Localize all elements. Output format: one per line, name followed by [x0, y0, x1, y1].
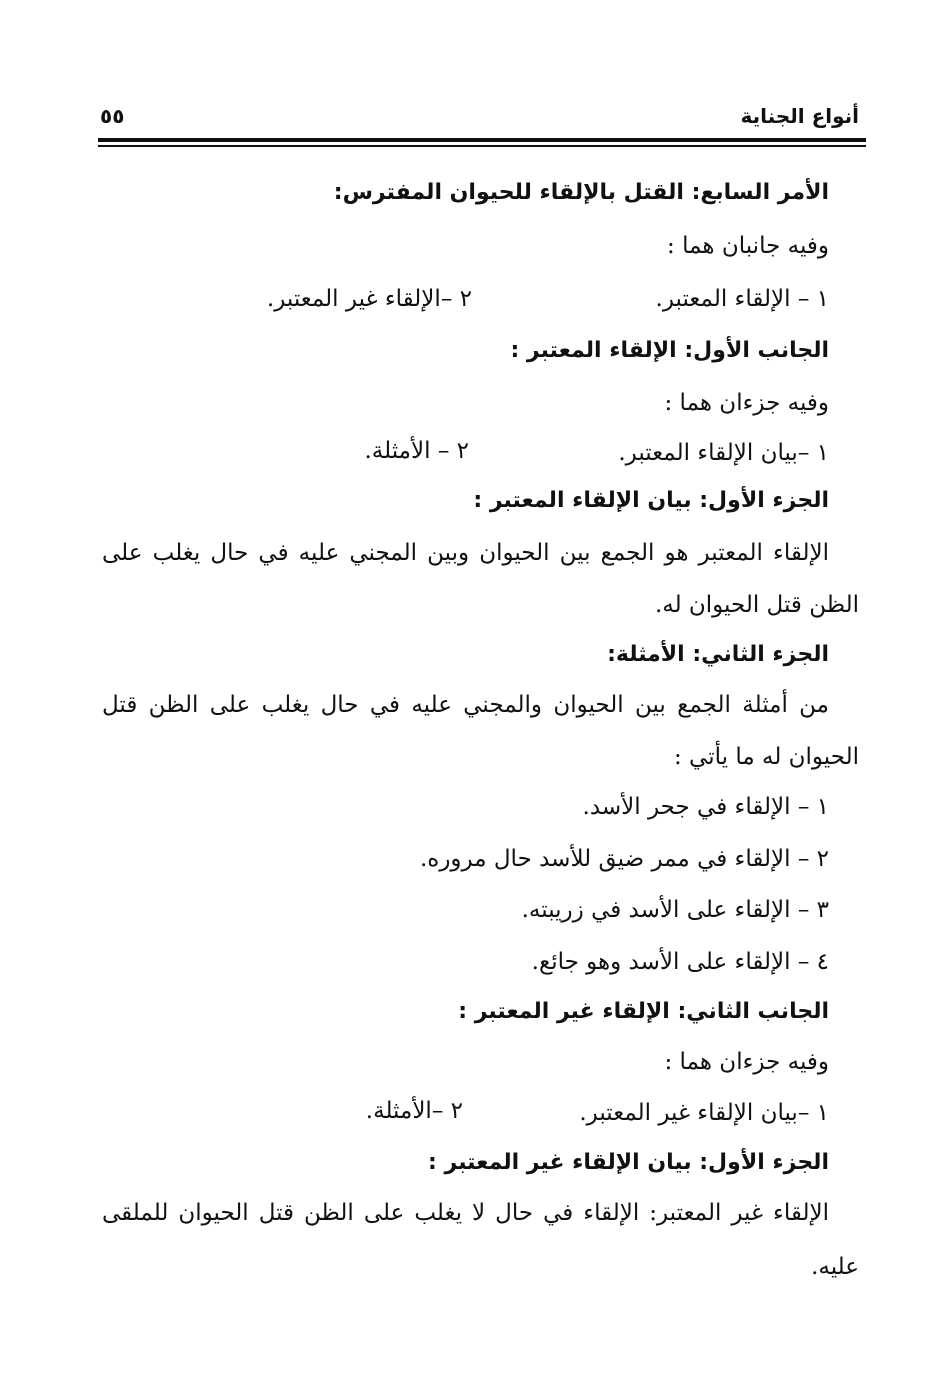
- paragraph-line: الإلقاء المعتبر هو الجمع بين الحيوان وبين المجني عليه في حال يغلب على: [102, 540, 829, 566]
- running-header-title: أنواع الجناية: [740, 104, 859, 128]
- list-item: ١ –بيان الإلقاء المعتبر.: [618, 440, 829, 466]
- part-heading: الجزء الأول: بيان الإلقاء غير المعتبر :: [428, 1150, 829, 1175]
- list-item: ٢ –الإلقاء غير المعتبر.: [266, 286, 472, 312]
- example-item: ١ – الإلقاء في جحر الأسد.: [582, 794, 829, 820]
- intro-text: وفيه جزءان هما :: [664, 1049, 829, 1075]
- part-heading: الجزء الثاني: الأمثلة:: [607, 642, 829, 667]
- paragraph-line: من أمثلة الجمع بين الحيوان والمجني عليه في حال يغلب على الظن قتل: [102, 692, 829, 718]
- list-item: ١ –بيان الإلقاء غير المعتبر.: [579, 1100, 829, 1126]
- list-item: ١ – الإلقاء المعتبر.: [655, 286, 829, 312]
- paragraph-line: الإلقاء غير المعتبر: الإلقاء في حال لا يغلب على الظن قتل الحيوان للملقى: [102, 1200, 829, 1226]
- subsection-heading: الجانب الثاني: الإلقاء غير المعتبر :: [458, 999, 829, 1024]
- example-item: ٣ – الإلقاء على الأسد في زريبته.: [521, 897, 829, 923]
- list-item: ٢ – الأمثلة.: [364, 438, 469, 464]
- page-number: ٥٥: [100, 104, 125, 128]
- part-heading: الجزء الأول: بيان الإلقاء المعتبر :: [473, 488, 829, 513]
- list-item: ٢ –الأمثلة.: [365, 1098, 463, 1124]
- header-rule-thin: [98, 145, 866, 147]
- header-rule-thick: [98, 138, 866, 142]
- section-heading: الأمر السابع: القتل بالإلقاء للحيوان المفترس:: [333, 180, 829, 205]
- intro-text: وفيه جزءان هما :: [664, 390, 829, 416]
- example-item: ٤ – الإلقاء على الأسد وهو جائع.: [531, 949, 829, 975]
- paragraph-line: الحيوان له ما يأتي :: [674, 744, 859, 770]
- paragraph-line: الظن قتل الحيوان له.: [654, 592, 859, 618]
- intro-text: وفيه جانبان هما :: [667, 233, 829, 259]
- example-item: ٢ – الإلقاء في ممر ضيق للأسد حال مروره.: [419, 846, 829, 872]
- subsection-heading: الجانب الأول: الإلقاء المعتبر :: [510, 338, 829, 363]
- paragraph-line: عليه.: [811, 1254, 859, 1280]
